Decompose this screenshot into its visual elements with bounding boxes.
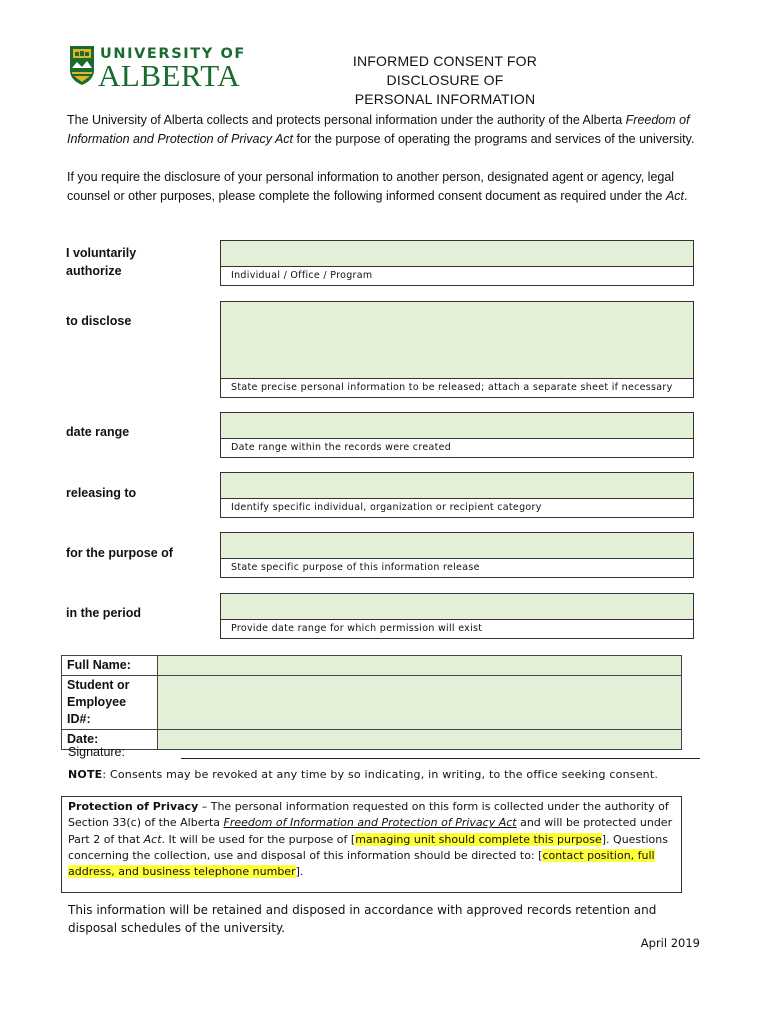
intro-text: If you require the disclosure of your personal information to another person, designated agent or agency, legal counsel or other purposes, please complete the following informed consent document as required under the [67,170,675,203]
form-date: April 2019 [640,936,700,950]
period-label: in the period [66,606,141,620]
date-input[interactable] [158,730,682,750]
signature-label: Signature: [68,745,125,759]
intro-paragraph-2 [67,168,707,205]
signature-line[interactable] [181,758,700,759]
purpose-label: for the purpose of [66,546,173,560]
id-label [62,676,158,730]
period-field [220,593,694,639]
releasing-input[interactable] [221,473,693,499]
daterange-hint: Date range within the records were created [231,442,452,453]
intro-text: . [684,188,688,203]
disclose-label: to disclose [66,314,132,328]
privacy-text: ]. [295,865,304,879]
privacy-notice-box [61,796,682,893]
purpose-hint: State specific purpose of this information release [231,562,480,573]
period-input[interactable] [221,594,693,620]
disclose-hint: State precise personal information to be released; attach a separate sheet if necessary [231,382,673,393]
daterange-input[interactable] [221,413,693,439]
privacy-act-name: Freedom of Information and Protection of Privacy Act [223,816,517,830]
title-line-2: PERSONAL INFORMATION [354,91,536,107]
id-label-line-1: Student or [67,678,130,692]
intro-paragraph-1 [67,111,707,148]
date-row [62,730,682,750]
note-bold: NOTE [68,768,103,781]
privacy-text: – The personal information requested on this form is collected under the authority of Section 33(c) of the Alberta [68,800,669,830]
daterange-field [220,412,694,458]
releasing-label: releasing to [66,486,137,500]
date-label: Date: [62,730,158,750]
revocation-note [68,768,658,781]
identity-table [61,655,682,750]
act-short: Act [665,188,685,203]
full-name-row [62,656,682,676]
title-line-1: INFORMED CONSENT FOR DISCLOSURE OF [352,53,538,88]
purpose-field [220,532,694,578]
privacy-heading: Protection of Privacy [68,800,199,813]
purpose-input[interactable] [221,533,693,559]
logo-top-text: UNIVERSITY OF [100,46,246,62]
logo-main-text: ALBERTA [98,58,241,93]
full-name-label: Full Name: [62,656,158,676]
retention-statement: This information will be retained and disposed in accordance with approved records retention and disposal schedules of the university. [68,903,657,935]
authorize-label [66,244,136,280]
authorize-label-line-2: authorize [66,264,122,278]
authorize-hint: Individual / Office / Program [231,270,373,281]
disclose-input[interactable] [221,302,693,379]
full-name-input[interactable] [158,656,682,676]
id-row [62,676,682,730]
privacy-text: ]. Questions concerning the collection, use and disposal of this information should be directed to: [ [68,832,668,862]
id-label-line-2: Employee ID#: [67,695,127,726]
id-input[interactable] [158,676,682,730]
authorize-field [220,240,694,286]
contact-placeholder-highlight: contact position, full address, and business telephone number [68,848,655,879]
authorize-input[interactable] [221,241,693,267]
university-crest-icon [68,44,96,91]
privacy-text: . It will be used for the purpose of [ [161,832,356,846]
purpose-placeholder-highlight: managing unit should complete this purpose [355,832,602,846]
authorize-label-line-1: I voluntarily [66,246,137,260]
act-name: Freedom of Information and Protection of Privacy Act [67,113,690,146]
privacy-text: and will be protected under Part 2 of that [68,816,673,846]
note-text: : Consents may be revoked at any time by so indicating, in writing, to the office seeking consent. [102,768,659,781]
form-title [320,52,570,109]
privacy-act-short: Act [143,832,162,846]
period-hint: Provide date range for which permission will exist [231,623,483,634]
daterange-label: date range [66,425,130,439]
disclose-field [220,301,694,398]
releasing-hint: Identify specific individual, organization or recipient category [231,502,542,513]
intro-text: for the purpose of operating the programs and services of the university. [293,131,695,146]
releasing-field [220,472,694,518]
intro-text: The University of Alberta collects and protects personal information under the authority of the Alberta [67,113,626,127]
